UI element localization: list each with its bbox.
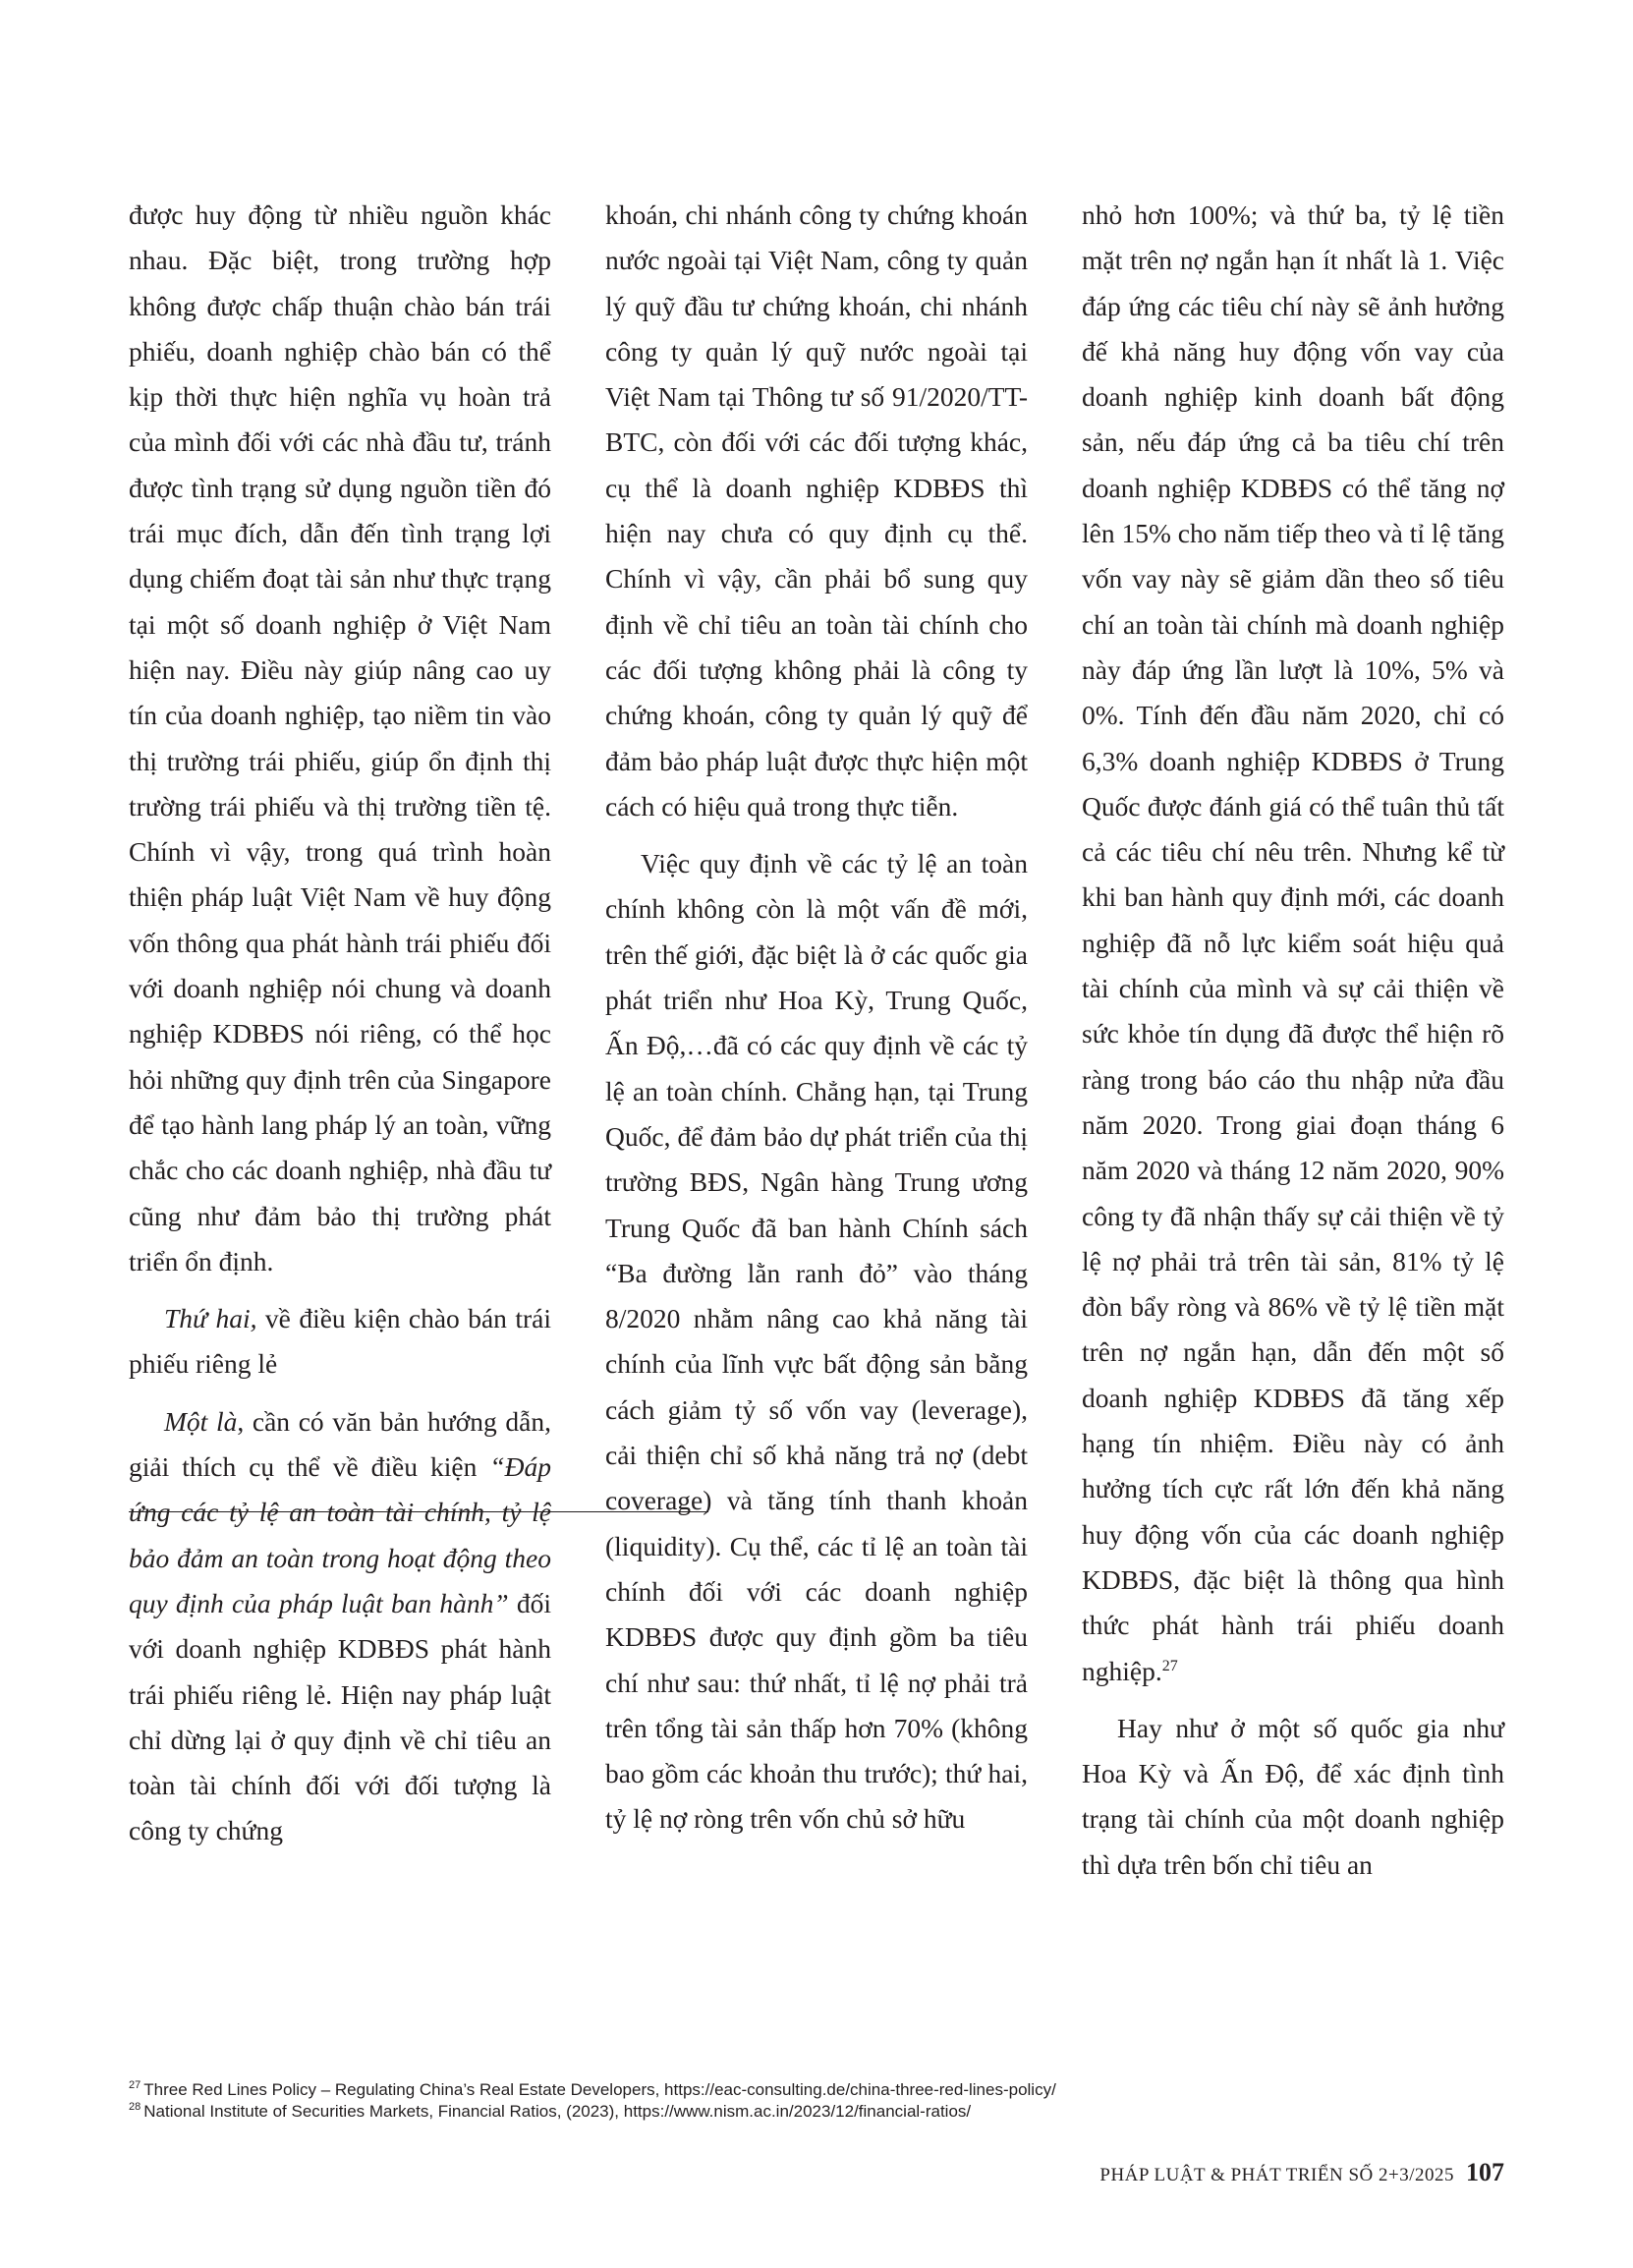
paragraph bbox=[129, 1399, 551, 1854]
paragraph bbox=[129, 1296, 551, 1388]
column-3 bbox=[1082, 193, 1504, 1880]
paragraph bbox=[1082, 193, 1504, 1694]
footnote-divider bbox=[129, 1511, 708, 1512]
paragraph-lead: Thứ hai, bbox=[164, 1303, 257, 1334]
column-1 bbox=[129, 193, 551, 1846]
page-number: 107 bbox=[1466, 2158, 1504, 2186]
paragraph-text: về điều kiện chào bán trái phiếu riêng lẻ bbox=[129, 1303, 551, 1380]
paragraph: khoán, chi nhánh công ty chứng khoán nước ngoài tại Việt Nam, công ty quản lý quỹ đầu tư chứng khoán, chi nhánh công ty quản lý quỹ nước ngoài tại Việt Nam tại Thông tư số 91/2020/TT-BTC, còn đối với các đối tượng khác, cụ thể là doanh nghiệp KDBĐS thì hiện nay chưa có quy định cụ thể. Chính vì vậy, cần phải bổ sung quy định về chỉ tiêu an toàn tài chính cho các đối tượng không phải là công ty chứng khoán, công ty quản lý quỹ để đảm bảo pháp luật được thực hiện một cách có hiệu quả trong thực tiễn. bbox=[605, 199, 1028, 822]
journal-name: PHÁP LUẬT & PHÁT TRIỂN SỐ 2+3/2025 bbox=[1099, 2165, 1454, 2185]
footnote-number: 27 bbox=[129, 2079, 141, 2092]
body-columns bbox=[129, 193, 1504, 1880]
quoted-condition: “Đáp ứng các tỷ lệ an toàn tài chính, tỷ lệ bảo đảm an toàn trong hoạt động theo quy định của pháp luật ban hành” bbox=[129, 1451, 551, 1618]
footnote-ref[interactable]: 27 bbox=[1161, 1657, 1178, 1674]
footnote-text: National Institute of Securities Markets, Financial Ratios, (2023), https://www.nism.ac.in/2023/12/financial-ratios/ bbox=[143, 2102, 972, 2121]
running-footer bbox=[1099, 2158, 1504, 2187]
paragraph-lead: Một là bbox=[164, 1405, 238, 1437]
paragraph: Việc quy định về các tỷ lệ an toàn chính không còn là một vấn đề mới, trên thế giới, đặc biệt là ở các quốc gia phát triển như Hoa Kỳ, Trung Quốc, Ấn Độ,…đã có các quy định về các tỷ lệ an toàn chính. Chẳng hạn, tại Trung Quốc, để đảm bảo dự phát triển của thị trường BĐS, Ngân hàng Trung ương Trung Quốc đã ban hành Chính sách “Ba đường lằn ranh đỏ” vào tháng 8/2020 nhằm nâng cao khả năng tài chính của lĩnh vực bất động sản bằng cách giảm tỷ số vốn vay (leverage), cải thiện chỉ số khả năng trả nợ (debt coverage) và tăng tính thanh khoản (liquidity). Cụ thể, các tỉ lệ an toàn tài chính đối với các doanh nghiệp KDBĐS được quy định gồm ba tiêu chí như sau: thứ nhất, tỉ lệ nợ phải trả trên tổng tài sản thấp hơn 70% (không bao gồm các khoản thu trước); thứ hai, tỷ lệ nợ ròng trên vốn chủ sở hữu bbox=[605, 848, 1028, 1835]
paragraph-text: đối với doanh nghiệp KDBĐS phát hành trái phiếu riêng lẻ. Hiện nay pháp luật chỉ dừng lại ở quy định về chỉ tiêu an toàn tài chính đối với đối tượng là công ty chứng bbox=[129, 1587, 551, 1846]
paragraph: Hay như ở một số quốc gia như Hoa Kỳ và Ấn Độ, để xác định tình trạng tài chính của một doanh nghiệp thì dựa trên bốn chỉ tiêu an bbox=[1082, 1712, 1504, 1880]
column-2 bbox=[605, 193, 1028, 1835]
footnotes bbox=[129, 2079, 1504, 2123]
paragraph-text: , cần có văn bản hướng dẫn, giải thích cụ thể về điều kiện bbox=[129, 1405, 551, 1483]
footnote-text: Three Red Lines Policy – Regulating China’s Real Estate Developers, https://eac-consulting.de/china-three-red-lines-policy/ bbox=[143, 2080, 1056, 2099]
paragraph-text: nhỏ hơn 100%; và thứ ba, tỷ lệ tiền mặt trên nợ ngắn hạn ít nhất là 1. Việc đáp ứng các tiêu chí này sẽ ảnh hưởng đế khả năng huy động vốn vay của doanh nghiệp kinh doanh bất động sản, nếu đáp ứng cả ba tiêu chí trên doanh nghiệp KDBĐS có thể tăng nợ lên 15% cho năm tiếp theo và tỉ lệ tăng vốn vay này sẽ giảm dần theo số tiêu chí an toàn tài chính mà doanh nghiệp này đáp ứng lần lượt là 10%, 5% và 0%. Tính đến đầu năm 2020, chỉ có 6,3% doanh nghiệp KDBĐS ở Trung Quốc được đánh giá có thể tuân thủ tất cả các tiêu chí nêu trên. Nhưng kể từ khi ban hành quy định mới, các doanh nghiệp đã nỗ lực kiểm soát hiệu quả tài chính của mình và sự cải thiện về sức khỏe tín dụng đã được thể hiện rõ ràng trong báo cáo thu nhập nửa đầu năm 2020. Trong giai đoạn tháng 6 năm 2020 và tháng 12 năm 2020, 90% công ty đã nhận thấy sự cải thiện về tỷ lệ nợ phải trả trên tài sản, 81% tỷ lệ đòn bẩy ròng và 86% về tỷ lệ tiền mặt trên nợ ngắn hạn, dẫn đến một số doanh nghiệp KDBĐS đã tăng xếp hạng tín nhiệm. Điều này có ảnh hưởng tích cực rất lớn đến khả năng huy động vốn của các doanh nghiệp KDBĐS, đặc biệt là thông qua hình thức phát hành trái phiếu doanh nghiệp. bbox=[1082, 199, 1504, 1686]
paragraph: được huy động từ nhiều nguồn khác nhau. Đặc biệt, trong trường hợp không được chấp thuận chào bán trái phiếu, doanh nghiệp chào bán có thể kịp thời thực hiện nghĩa vụ hoàn trả của mình đối với các nhà đầu tư, tránh được tình trạng sử dụng nguồn tiền đó trái mục đích, dẫn đến tình trạng lợi dụng chiếm đoạt tài sản như thực trạng tại một số doanh nghiệp ở Việt Nam hiện nay. Điều này giúp nâng cao uy tín của doanh nghiệp, tạo niềm tin vào thị trường trái phiếu, giúp ổn định thị trường trái phiếu và thị trường tiền tệ. Chính vì vậy, trong quá trình hoàn thiện pháp luật Việt Nam về huy động vốn thông qua phát hành trái phiếu đối với doanh nghiệp nói chung và doanh nghiệp KDBĐS nói riêng, có thể học hỏi những quy định trên của Singapore để tạo hành lang pháp lý an toàn, vững chắc cho các doanh nghiệp, nhà đầu tư cũng như đảm bảo thị trường phát triển ổn định. bbox=[129, 199, 551, 1276]
footnote-number: 28 bbox=[129, 2101, 141, 2114]
footnote bbox=[129, 2079, 1504, 2101]
footnote bbox=[129, 2101, 1504, 2123]
